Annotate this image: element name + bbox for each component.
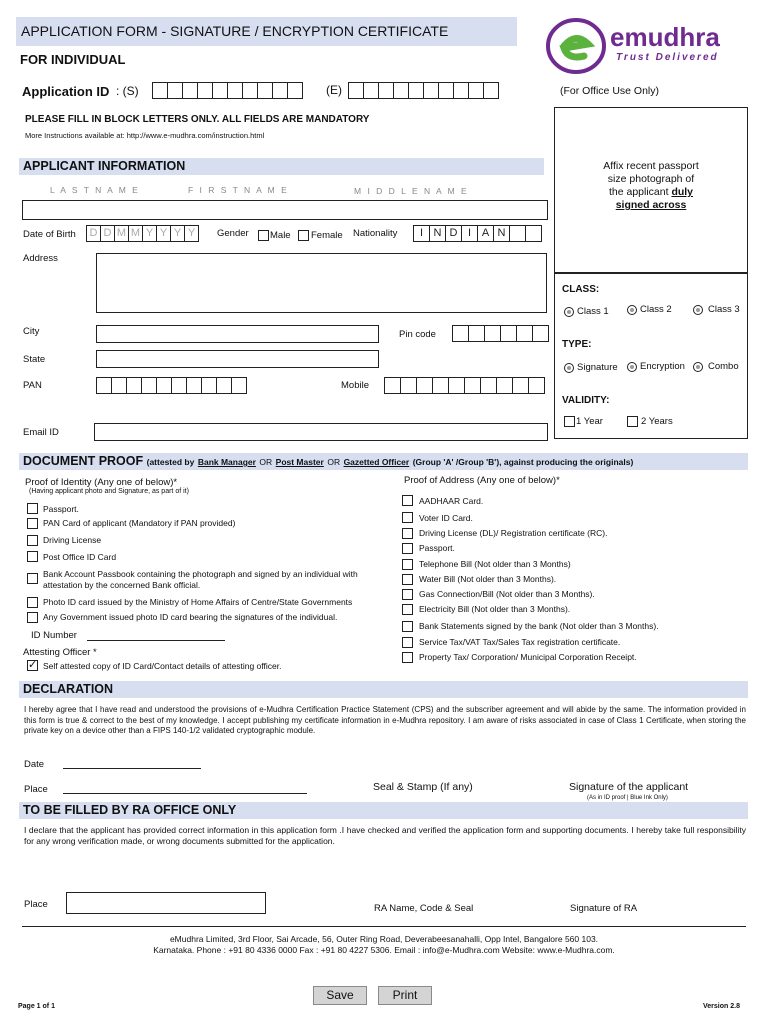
address-property-tax-checkbox[interactable]	[402, 652, 413, 663]
identity-item: Photo ID card issued by the Ministry of Home Affairs of Centre/State Governments	[43, 597, 353, 607]
photo-text: the applicant	[608, 186, 669, 198]
post-master-text: Post Master	[275, 457, 324, 467]
pincode-label: Pin code	[399, 329, 436, 340]
version-label: Version 2.8	[703, 1003, 740, 1010]
bank-manager-text: Bank Manager	[197, 457, 256, 467]
dob-label: Date of Birth	[23, 229, 76, 240]
ra-place-label: Place	[24, 899, 48, 910]
identity-government-checkbox[interactable]	[27, 612, 38, 623]
declaration-text: I hereby agree that I have read and understood the provisions of e-Mudhra Certification Practice Statement (CPS) and the subscriber agreement and will abide by the same. The information provided in this form is true & correct to the best of my knowledge. I accept publishing my certificate information in e-Mudhra repository. I am aware of risks associated in case of Class 1 Certificate, when storing the private key on a device other than a FIPS 140-1/2 validated cryptographic module.	[24, 705, 746, 735]
state-label: State	[23, 354, 46, 365]
nationality-cell[interactable]: I	[461, 225, 478, 242]
signature-note: (As in ID proof | Blue Ink Only)	[587, 795, 668, 801]
encryption-radio[interactable]	[627, 362, 637, 372]
attesting-item: Self attested copy of ID Card/Contact details of attesting officer.	[43, 661, 282, 671]
form-title: APPLICATION FORM - SIGNATURE / ENCRYPTION CERTIFICATE	[16, 17, 517, 46]
state-field[interactable]	[96, 350, 379, 368]
nationality-cell[interactable]: A	[477, 225, 494, 242]
male-checkbox[interactable]	[258, 230, 269, 241]
address-item: Driving License (DL)/ Registration certificate (RC).	[419, 528, 608, 538]
email-field[interactable]	[94, 423, 548, 441]
class-label: CLASS:	[562, 284, 600, 295]
footer-contact: Karnataka. Phone : +91 80 4336 0000 Fax : +91 80 4227 5306. Email : info@e-Mudhra.com Website: www.e-Mudhra.com.	[153, 945, 615, 955]
address-item: Bank Statements signed by the bank (Not older than 3 Months).	[419, 621, 659, 631]
address-field[interactable]	[96, 253, 547, 313]
address-telephone-checkbox[interactable]	[402, 559, 413, 570]
identity-item: Driving License	[43, 535, 102, 545]
pan-field[interactable]	[96, 377, 247, 394]
address-voter-checkbox[interactable]	[402, 512, 413, 523]
footer-address: eMudhra Limited, 3rd Floor, Sai Arcade, 56, Outer Ring Road, Deverabeesanahalli, Opp Intel, Bangalore 560 103.	[169, 934, 599, 944]
dob-cell[interactable]: Y	[156, 225, 171, 242]
or-text: OR	[259, 457, 273, 467]
full-name-field[interactable]	[22, 200, 548, 220]
pincode-field[interactable]	[452, 325, 549, 342]
identity-item: Any Government issued photo ID card bearing the signatures of the individual.	[43, 612, 338, 622]
signature-radio[interactable]	[564, 363, 574, 373]
male-label: Male	[270, 230, 291, 241]
middlename-hint: M I D D L E N A M E	[354, 186, 469, 196]
identity-item: Bank Account Passbook containing the photograph and signed by an individual with	[43, 569, 358, 579]
class-3-radio[interactable]	[693, 305, 703, 315]
identity-item: attestation by the concerned Bank official.	[43, 580, 201, 590]
application-id-end[interactable]	[348, 82, 499, 99]
validity-label: VALIDITY:	[562, 395, 610, 406]
address-item: Passport.	[419, 543, 455, 553]
two-years-checkbox[interactable]	[627, 416, 638, 427]
nationality-label: Nationality	[353, 228, 398, 239]
dob-cell[interactable]: M	[114, 225, 129, 242]
instructions-link[interactable]: More Instructions available at: http://www.e-mudhra.com/instruction.html	[25, 131, 265, 140]
address-proof-title: Proof of Address (Any one of below)*	[404, 475, 560, 486]
ra-place-field[interactable]	[66, 892, 266, 914]
emudhra-logo	[544, 16, 760, 76]
identity-passport-checkbox[interactable]	[27, 503, 38, 514]
class-2-radio[interactable]	[627, 305, 637, 315]
address-bank-statement-checkbox[interactable]	[402, 621, 413, 632]
dob-cell[interactable]: Y	[170, 225, 185, 242]
city-field[interactable]	[96, 325, 379, 343]
address-aadhaar-checkbox[interactable]	[402, 495, 413, 506]
combo-label: Combo	[708, 361, 739, 372]
identity-postoffice-checkbox[interactable]	[27, 551, 38, 562]
one-year-label: 1 Year	[576, 416, 603, 427]
document-proof-heading	[19, 453, 748, 470]
application-id-start[interactable]	[152, 82, 303, 99]
nationality-cell[interactable]: D	[445, 225, 462, 242]
mobile-label: Mobile	[341, 380, 369, 391]
gazetted-officer-text: Gazetted Officer	[343, 457, 410, 467]
combo-radio[interactable]	[693, 362, 703, 372]
nationality-cell[interactable]	[509, 225, 526, 242]
address-service-tax-checkbox[interactable]	[402, 637, 413, 648]
nationality-cell[interactable]: N	[493, 225, 510, 242]
identity-item: Passport.	[43, 504, 79, 514]
class-2-label: Class 2	[640, 304, 672, 315]
address-item: Property Tax/ Corporation/ Municipal Corporation Receipt.	[419, 652, 637, 662]
identity-item: Post Office ID Card	[43, 552, 117, 562]
block-letters-note: PLEASE FILL IN BLOCK LETTERS ONLY. ALL FIELDS ARE MANDATORY	[25, 114, 370, 125]
s-label: : (S)	[116, 84, 139, 98]
one-year-checkbox[interactable]	[564, 416, 575, 427]
form-subtitle: FOR INDIVIDUAL	[20, 52, 126, 67]
dob-cell[interactable]: Y	[184, 225, 199, 242]
female-label: Female	[311, 230, 343, 241]
class-3-label: Class 3	[708, 304, 740, 315]
seal-stamp-label: Seal & Stamp (If any)	[373, 781, 473, 793]
female-checkbox[interactable]	[298, 230, 309, 241]
office-use-note: (For Office Use Only)	[560, 85, 659, 97]
dob-cell[interactable]: M	[128, 225, 143, 242]
date-label: Date	[24, 759, 45, 770]
options-box	[554, 273, 748, 439]
ra-signature-label: Signature of RA	[570, 903, 638, 914]
nationality-cell[interactable]	[525, 225, 542, 242]
place-field[interactable]	[63, 793, 307, 794]
mobile-field[interactable]	[384, 377, 545, 394]
id-number-field[interactable]	[87, 640, 225, 641]
attesting-officer-label: Attesting Officer *	[23, 647, 97, 658]
address-passport-checkbox[interactable]	[402, 543, 413, 554]
ra-declaration-text: I declare that the applicant has provided correct information in this application form .I have checked and verified the application form and supporting documents. I hereby take full responsibility for any wrong verification made, or wrong documents submitted for the application.	[24, 825, 746, 846]
save-button[interactable]: Save	[313, 986, 367, 1005]
address-item: Water Bill (Not older than 3 Months).	[419, 574, 557, 584]
class-1-radio[interactable]	[564, 307, 574, 317]
ra-name-label: RA Name, Code & Seal	[374, 903, 474, 914]
address-water-checkbox[interactable]	[402, 574, 413, 585]
dob-field[interactable]	[86, 225, 199, 242]
identity-pan-checkbox[interactable]	[27, 518, 38, 529]
logo-icon	[544, 16, 608, 76]
ra-office-heading: TO BE FILLED BY RA OFFICE ONLY	[19, 802, 748, 819]
dob-cell[interactable]: Y	[142, 225, 157, 242]
firstname-hint: F I R S T N A M E	[188, 185, 289, 195]
lastname-hint: L A S T N A M E	[50, 185, 140, 195]
encryption-label: Encryption	[640, 361, 685, 372]
photo-box	[554, 107, 748, 273]
address-item: Voter ID Card.	[419, 513, 473, 523]
nationality-cell[interactable]: N	[429, 225, 446, 242]
address-item: Service Tax/VAT Tax/Sales Tax registration certificate.	[419, 637, 621, 647]
page-number: Page 1 of 1	[18, 1003, 55, 1010]
dob-cell[interactable]: D	[100, 225, 115, 242]
pan-label: PAN	[23, 380, 42, 391]
address-electricity-checkbox[interactable]	[402, 604, 413, 615]
identity-driving-checkbox[interactable]	[27, 535, 38, 546]
type-label: TYPE:	[562, 339, 592, 350]
declaration-heading: DECLARATION	[19, 681, 748, 698]
attested-rest-text: (Group 'A' /Group 'B'), against producing the originals)	[412, 457, 634, 467]
or-text: OR	[327, 457, 341, 467]
logo-tagline: Trust Delivered	[616, 52, 719, 63]
address-gas-checkbox[interactable]	[402, 589, 413, 600]
identity-proof-title: Proof of Identity (Any one of below)*	[25, 477, 178, 488]
photo-signed: signed across	[615, 199, 687, 211]
address-item: Telephone Bill (Not older than 3 Months)	[419, 559, 571, 569]
class-1-label: Class 1	[577, 306, 609, 317]
nationality-cell[interactable]: I	[413, 225, 430, 242]
address-item: AADHAAR Card.	[419, 496, 484, 506]
date-field[interactable]	[63, 768, 201, 769]
identity-proof-subtitle: (Having applicant photo and Signature, as part of it)	[29, 488, 189, 495]
identity-home-affairs-checkbox[interactable]	[27, 597, 38, 608]
gender-label: Gender	[217, 228, 249, 239]
address-label: Address	[23, 253, 58, 264]
footer-divider	[22, 926, 746, 927]
applicant-signature-label: Signature of the applicant	[569, 781, 689, 793]
logo-name: emudhra	[610, 22, 720, 52]
identity-item: PAN Card of applicant (Mandatory if PAN provided)	[43, 518, 236, 528]
print-button[interactable]: Print	[378, 986, 432, 1005]
nationality-field[interactable]	[413, 225, 542, 242]
identity-bank-checkbox[interactable]	[27, 573, 38, 584]
address-driving-checkbox[interactable]	[402, 528, 413, 539]
dob-cell[interactable]: D	[86, 225, 101, 242]
city-label: City	[23, 326, 40, 337]
signature-label: Signature	[577, 362, 618, 373]
document-proof-title: DOCUMENT PROOF	[23, 454, 144, 468]
attested-text: (attested by	[146, 457, 195, 467]
photo-text: Affix recent passport	[603, 160, 699, 172]
two-years-label: 2 Years	[641, 416, 673, 427]
photo-duly: duly	[671, 186, 694, 198]
place-label: Place	[24, 784, 48, 795]
address-item: Gas Connection/Bill (Not older than 3 Months).	[419, 589, 595, 599]
application-id-label: Application ID	[22, 84, 110, 99]
photo-text: size photograph of	[607, 173, 695, 185]
applicant-info-heading: APPLICANT INFORMATION	[19, 158, 544, 175]
e-label: (E)	[326, 83, 342, 97]
id-number-label: ID Number	[31, 630, 77, 641]
address-item: Electricity Bill (Not older than 3 Months).	[419, 604, 571, 614]
attesting-checkbox[interactable]	[27, 660, 38, 671]
email-label: Email ID	[23, 427, 59, 438]
